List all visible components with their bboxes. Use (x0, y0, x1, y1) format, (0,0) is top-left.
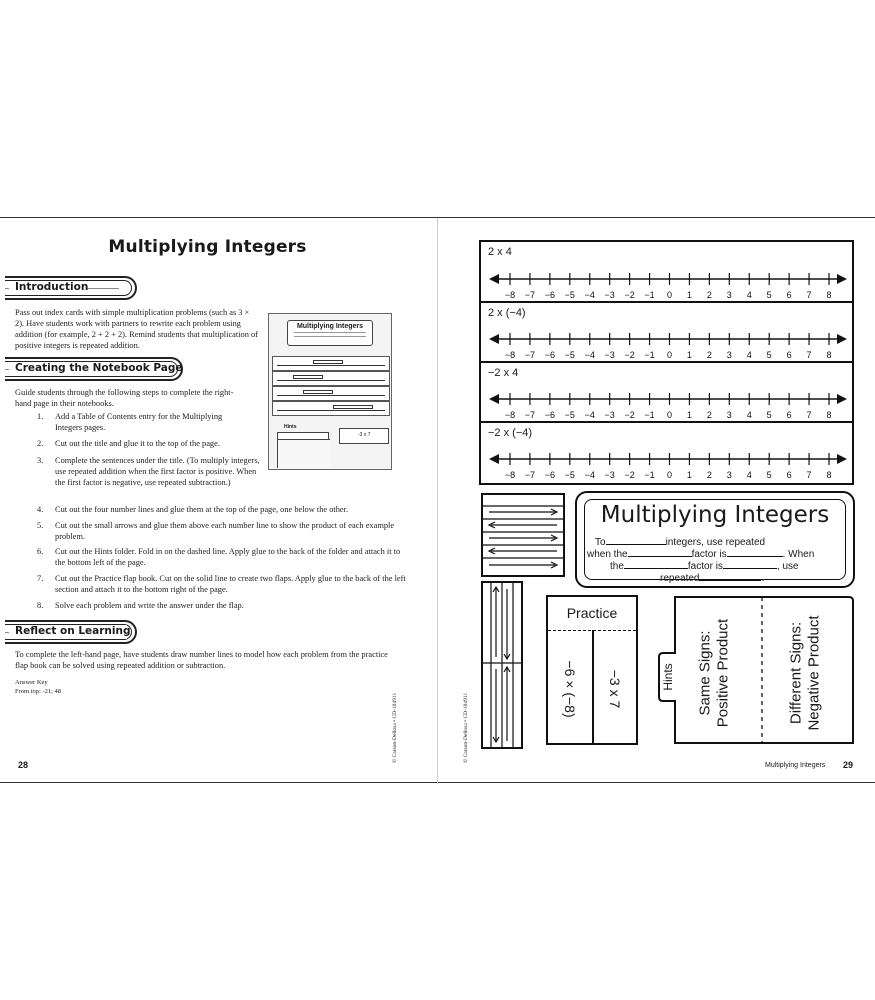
number-line-tick-label: 7 (806, 470, 812, 480)
page-title: Multiplying Integers (108, 237, 307, 257)
title-card-title: Multiplying Integers (600, 502, 830, 528)
thumbnail-hints-folder: Hints (277, 432, 329, 468)
creating-heading: Creating the Notebook Page (5, 357, 183, 381)
number-line-tick-label: −5 (564, 470, 575, 480)
number-line-tick-label: 6 (786, 290, 792, 300)
number-line-tick-label: 6 (786, 410, 792, 420)
number-line-tick-label: −8 (504, 410, 516, 420)
number-line-tick-label: 0 (666, 410, 673, 420)
same-signs-label: Same Signs: (696, 630, 714, 716)
left-page-number: 28 (18, 760, 29, 770)
number-line-tick-label: 3 (726, 410, 732, 420)
number-line-tick-label: −6 (544, 350, 556, 360)
number-line-tick-label: −1 (644, 350, 655, 360)
number-line-left-arrow (489, 394, 499, 404)
number-line-tick-label: 8 (826, 410, 832, 420)
notebook-thumbnail (268, 313, 392, 470)
step-1: 1. Add a Table of Contents entry for the Multiplying Integers pages. (37, 412, 223, 432)
answer-key-text: From top: -21; 48 (15, 688, 62, 695)
number-line-tick-label: −3 (604, 350, 615, 360)
number-line-tick-label: 6 (786, 470, 792, 480)
left-copyright: © Carson-Dellosa • CD-104911 (392, 692, 398, 763)
number-line-tick-label: 4 (746, 350, 752, 360)
number-line-tick-label: −6 (544, 470, 556, 480)
book-spread (0, 217, 875, 783)
number-line-tick-label: −3 (604, 410, 615, 420)
number-line-right-arrow (837, 334, 847, 344)
hints-folder (653, 595, 855, 745)
number-line-left-arrow (489, 274, 499, 284)
step-4: 4. Cut out the four number lines and glue them at the top of the page, one below the other. (37, 505, 349, 514)
hints-folder-outline (653, 595, 855, 745)
number-line-tick-label: 5 (766, 470, 772, 480)
number-line-tick-label: 7 (806, 290, 812, 300)
practice-problem-2: −3 x 7 (607, 669, 623, 709)
different-signs-label: Different Signs: (787, 621, 805, 725)
footer-label: Multiplying Integers (765, 762, 826, 769)
step-2: 2. Cut out the title and glue it to the top of the page. (37, 439, 220, 448)
horizontal-arrows-svg (483, 495, 563, 575)
number-line-label-2: 2 x (−4) (488, 307, 526, 319)
number-line-tick-label: 0 (666, 290, 673, 300)
hints-tab: Hints (661, 663, 675, 691)
number-lines-panel (479, 240, 854, 485)
introduction-text: Pass out index cards with simple multiplication problems (such as 3 × 2). Have students work with partners to rewrite each problem using addition (for example, 2 + 2 + 2). Remind students that multiplication of positive integers is repeated addition. (15, 308, 258, 350)
title-card-line-3: the factor is , use (610, 561, 799, 572)
title-card-line-2: when the factor is . When (587, 549, 815, 560)
number-line-tick-label: −4 (584, 290, 595, 300)
number-line-tick-label: −4 (584, 410, 595, 420)
number-line-tick-label: −2 (624, 410, 635, 420)
number-line-label-4: −2 x (−4) (488, 427, 533, 439)
number-line-label-1: 2 x 4 (488, 246, 512, 258)
vertical-arrows-svg (483, 583, 521, 747)
number-line-tick-label: −4 (584, 470, 595, 480)
right-page-number: 29 (843, 760, 854, 770)
practice-flap-book (546, 595, 638, 745)
reflect-heading: Reflect on Learning (5, 620, 137, 644)
number-line-tick-label: 1 (686, 410, 692, 420)
title-card-outer (575, 491, 855, 588)
number-line-tick-label: 7 (806, 350, 812, 360)
number-line-left-arrow (489, 454, 499, 464)
step-5: 5. Cut out the small arrows and glue them above each number line to show the product of each example problem. (37, 521, 395, 541)
thumbnail-number-lines (272, 356, 390, 418)
title-card-line-1: To integers, use repeated (595, 537, 766, 548)
gutter (437, 218, 438, 784)
number-line-tick-label: −7 (524, 350, 536, 360)
number-line-tick-label: 7 (806, 410, 812, 420)
reflect-text: To complete the left-hand page, have students draw number lines to model how each problem from the practice flap book can be solved using repeated addition or subtraction. (15, 650, 388, 670)
number-line-left-arrow (489, 334, 499, 344)
creating-intro: Guide students through the following steps to complete the right-hand page in their notebooks. (15, 388, 234, 408)
number-line-right-arrow (837, 394, 847, 404)
number-line-tick-label: −3 (604, 470, 615, 480)
step-3: 3. Complete the sentences under the title. (To multiply integers, use repeated addition when the first factor is positive. When the first factor is negative, use repeated subtraction.) (37, 456, 260, 487)
number-line-tick-label: 2 (706, 410, 712, 420)
number-line-tick-label: 2 (706, 350, 712, 360)
practice-problem-1: −6 × (−8) (562, 660, 578, 718)
number-line-tick-label: 6 (786, 350, 792, 360)
number-line-tick-label: 0 (666, 470, 673, 480)
number-line-tick-label: −5 (564, 290, 575, 300)
number-line-tick-label: 8 (826, 470, 832, 480)
right-copyright: © Carson-Dellosa • CD-104911 (463, 692, 469, 763)
step-7: 7. Cut out the Practice flap book. Cut on the solid line to create two flaps. Apply glue to the back of the left section and attach it to the bottom right of the page. (37, 574, 406, 594)
practice-label: Practice (566, 605, 618, 621)
number-line-right-arrow (837, 454, 847, 464)
introduction-heading: Introduction (5, 276, 137, 300)
number-line-tick-label: −2 (624, 470, 635, 480)
number-line-tick-label: 0 (666, 350, 673, 360)
title-card-line-4: repeated . (660, 573, 765, 584)
number-line-tick-label: 1 (686, 350, 692, 360)
number-line-tick-label: −6 (544, 290, 556, 300)
number-line-tick-label: −3 (604, 290, 615, 300)
number-line-tick-label: 3 (726, 350, 732, 360)
number-line-tick-label: −6 (544, 410, 556, 420)
number-line-tick-label: 4 (746, 470, 752, 480)
horizontal-arrows-cutout (481, 493, 565, 577)
answer-key (15, 678, 61, 696)
thumbnail-practice: -3 x 7 (339, 428, 389, 444)
positive-product-label: Positive Product (714, 618, 732, 728)
step-6: 6. Cut out the Hints folder. Fold in on the dashed line. Apply glue to the back of the folder and attach it to the bottom left of the page. (37, 547, 401, 567)
number-line-tick-label: 4 (746, 410, 752, 420)
number-line-tick-label: 5 (766, 350, 772, 360)
number-line-tick-label: −7 (524, 410, 536, 420)
number-line-tick-label: −8 (504, 350, 516, 360)
number-line-tick-label: 3 (726, 470, 732, 480)
number-line-tick-label: −8 (504, 470, 516, 480)
number-line-tick-label: 1 (686, 470, 692, 480)
step-8: 8. Solve each problem and write the answer under the flap. (37, 601, 244, 610)
number-line-tick-label: 5 (766, 290, 772, 300)
number-line-tick-label: −8 (504, 290, 516, 300)
negative-product-label: Negative Product (805, 615, 823, 731)
number-line-tick-label: 8 (826, 290, 832, 300)
number-line-tick-label: 2 (706, 290, 712, 300)
number-lines-svg (481, 242, 852, 483)
title-card-inner (584, 499, 846, 584)
number-line-tick-label: −2 (624, 290, 635, 300)
answer-key-label: Answer Key (15, 679, 48, 686)
number-line-tick-label: −5 (564, 350, 575, 360)
number-line-tick-label: 2 (706, 470, 712, 480)
number-line-tick-label: 4 (746, 290, 752, 300)
number-line-tick-label: −1 (644, 470, 655, 480)
number-line-tick-label: 3 (726, 290, 732, 300)
number-line-tick-label: −7 (524, 470, 536, 480)
number-line-tick-label: 5 (766, 410, 772, 420)
vertical-arrows-cutout (481, 581, 523, 749)
number-line-tick-label: −2 (624, 350, 635, 360)
number-line-label-3: −2 x 4 (488, 367, 519, 379)
number-line-tick-label: 1 (686, 290, 692, 300)
number-line-tick-label: −5 (564, 410, 575, 420)
number-line-tick-label: −4 (584, 350, 595, 360)
number-line-tick-label: −1 (644, 410, 655, 420)
number-line-tick-label: −7 (524, 290, 536, 300)
thumbnail-title-card: Multiplying Integers (287, 320, 373, 346)
number-line-tick-label: 8 (826, 350, 832, 360)
number-line-right-arrow (837, 274, 847, 284)
number-line-tick-label: −1 (644, 290, 655, 300)
